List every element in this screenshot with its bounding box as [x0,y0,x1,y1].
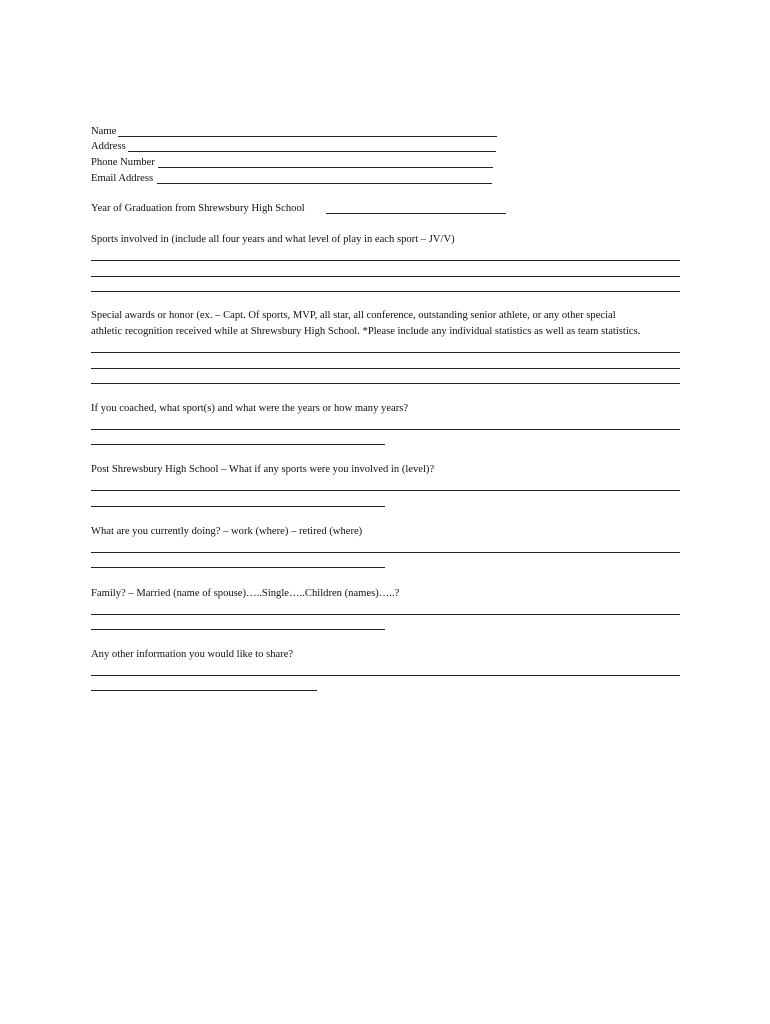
awards-question-line1: Special awards or honor (ex. – Capt. Of sports, MVP, all star, all conference, outstanding senior athlete, or any other special [91,310,616,321]
coaching-answer-line[interactable] [91,444,385,445]
name-label: Name [91,126,117,137]
post-school-answer-line[interactable] [91,506,385,507]
family-answer-line[interactable] [91,614,680,615]
email-field-line[interactable] [157,183,492,184]
current-question: What are you currently doing? – work (where) – retired (where) [91,526,363,537]
sports-answer-line[interactable] [91,291,680,292]
other-question: Any other information you would like to share? [91,649,294,660]
awards-question-line2: athletic recognition received while at Shrewsbury High School. *Please include any individual statistics as well as team statistics. [91,326,641,337]
name-field-line[interactable] [118,136,497,137]
family-answer-line[interactable] [91,629,385,630]
other-answer-line[interactable] [91,690,317,691]
address-field-line[interactable] [128,151,496,152]
coaching-question: If you coached, what sport(s) and what were the years or how many years? [91,403,409,414]
sports-answer-line[interactable] [91,276,680,277]
graduation-label: Year of Graduation from Shrewsbury High School [91,203,305,214]
address-label: Address [91,141,126,152]
other-answer-line[interactable] [91,675,680,676]
awards-answer-line[interactable] [91,352,680,353]
current-answer-line[interactable] [91,567,385,568]
email-label: Email Address [91,173,154,184]
coaching-answer-line[interactable] [91,429,680,430]
sports-question: Sports involved in (include all four years and what level of play in each sport – JV/V) [91,234,455,245]
awards-answer-line[interactable] [91,383,680,384]
current-answer-line[interactable] [91,552,680,553]
sports-answer-line[interactable] [91,260,680,261]
graduation-field-line[interactable] [326,213,506,214]
post-school-question: Post Shrewsbury High School – What if any sports were you involved in (level)? [91,464,435,475]
family-question: Family? – Married (name of spouse)…..Single…..Children (names)…..? [91,588,400,599]
phone-field-line[interactable] [158,167,493,168]
post-school-answer-line[interactable] [91,490,680,491]
phone-label: Phone Number [91,157,155,168]
awards-answer-line[interactable] [91,368,680,369]
